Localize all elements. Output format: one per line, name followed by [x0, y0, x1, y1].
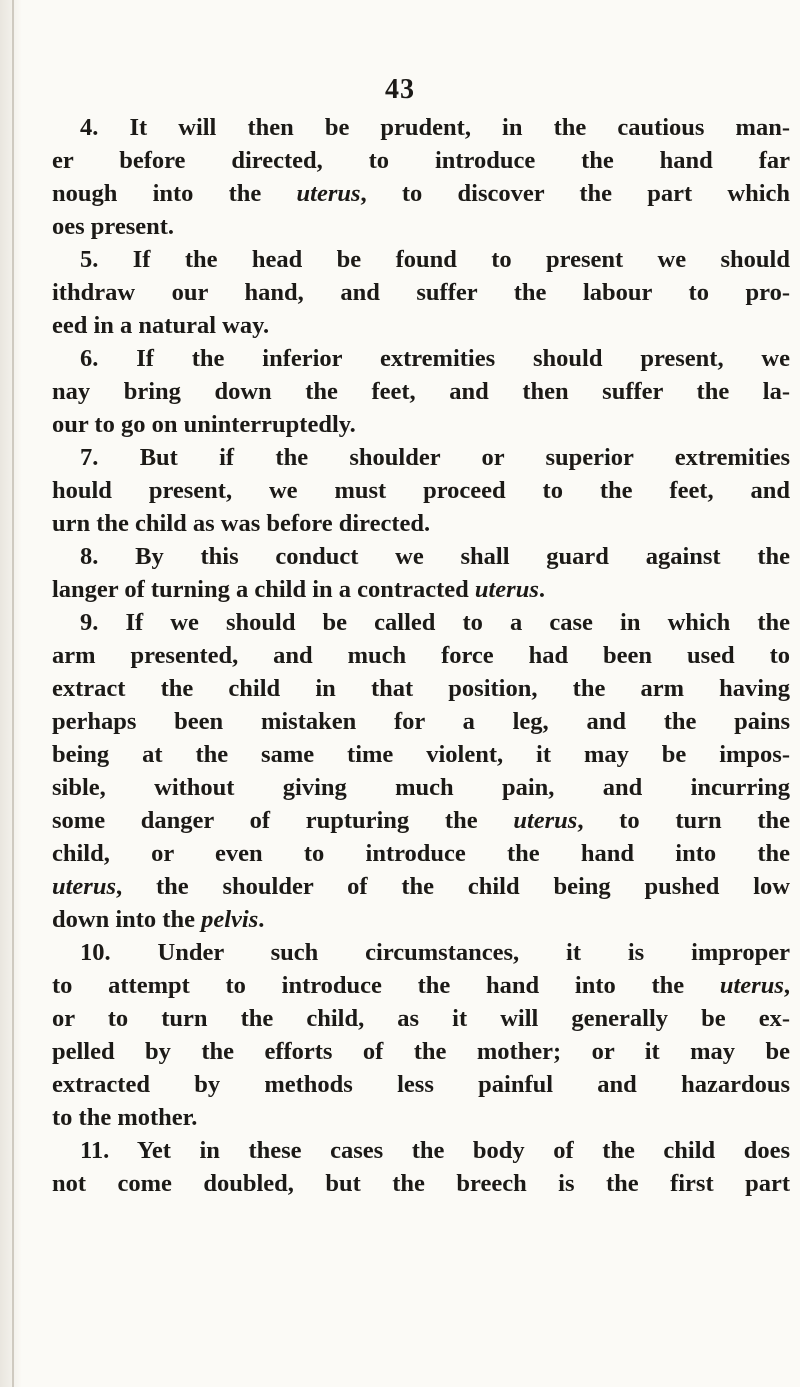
- text-line: extract the child in that position, the arm having: [52, 675, 790, 702]
- page-gutter-shadow: [0, 0, 22, 1387]
- text-line: pelled by the efforts of the mother; or it may be: [52, 1038, 790, 1065]
- text-line: er before directed, to introduce the hand far: [52, 147, 790, 174]
- text-line: 8. By this conduct we shall guard against the: [80, 543, 790, 570]
- text-line: child, or even to introduce the hand into the: [52, 840, 790, 867]
- text-line: sible, without giving much pain, and incurring: [52, 774, 790, 801]
- text-line: being at the same time violent, it may be impos-: [52, 741, 790, 768]
- text-line: to the mother.: [52, 1104, 198, 1131]
- page-number: 43: [385, 74, 415, 105]
- text-line: 6. If the inferior extremities should present, we: [80, 345, 790, 372]
- text-line: hould present, we must proceed to the feet, and: [52, 477, 790, 504]
- text-line: to attempt to introduce the hand into the uterus,: [52, 972, 790, 999]
- text-line: urn the child as was before directed.: [52, 510, 431, 537]
- text-line: nough into the uterus, to discover the part which: [52, 180, 790, 207]
- text-line: perhaps been mistaken for a leg, and the pains: [52, 708, 790, 735]
- text-line: arm presented, and much force had been used to: [52, 642, 790, 669]
- text-line: 11. Yet in these cases the body of the child does: [80, 1137, 790, 1164]
- binding-edge: [12, 0, 14, 1387]
- text-line: 10. Under such circumstances, it is improper: [80, 939, 790, 966]
- text-line: 4. It will then be prudent, in the cautious man-: [80, 114, 790, 141]
- text-line: 9. If we should be called to a case in which the: [80, 609, 790, 636]
- text-line: 7. But if the shoulder or superior extremities: [80, 444, 790, 471]
- text-line: eed in a natural way.: [52, 312, 270, 339]
- text-line: down into the pelvis.: [52, 906, 265, 933]
- text-line: nay bring down the feet, and then suffer the la-: [52, 378, 790, 405]
- text-line: extracted by methods less painful and hazardous: [52, 1071, 790, 1098]
- text-line: or to turn the child, as it will generally be ex-: [52, 1005, 790, 1032]
- text-line: not come doubled, but the breech is the first part: [52, 1170, 790, 1197]
- text-line: uterus, the shoulder of the child being pushed low: [52, 873, 790, 900]
- body-text: [52, 111, 790, 1200]
- text-line: oes present.: [52, 213, 175, 240]
- text-line: langer of turning a child in a contracted uterus.: [52, 576, 545, 603]
- text-line: our to go on uninterruptedly.: [52, 411, 356, 438]
- text-line: some danger of rupturing the uterus, to turn the: [52, 807, 790, 834]
- text-line: ithdraw our hand, and suffer the labour to pro-: [52, 279, 790, 306]
- text-line: 5. If the head be found to present we should: [80, 246, 790, 273]
